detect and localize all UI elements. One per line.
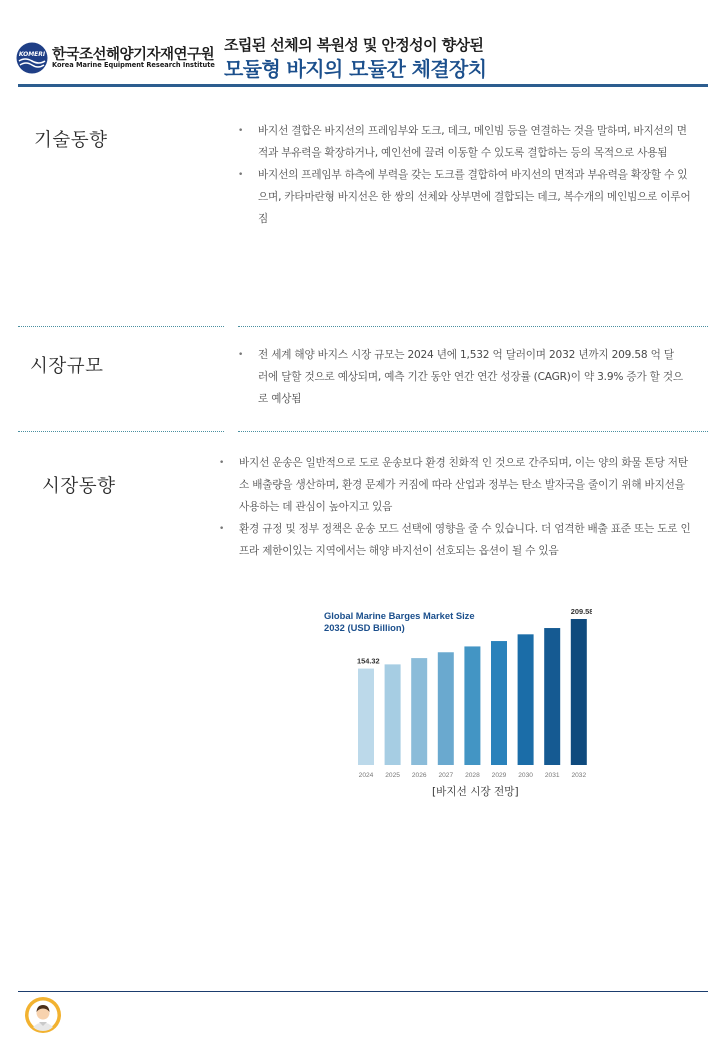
- list-item: • 환경 규정 및 정부 정책은 운송 모드 선택에 영향을 줄 수 있습니다. 더 엄격한 배출 표준 또는 도로 인프라 제한이있는 지역에서는 해양 바지선이 선호되는 옵션이 될 수 있음: [219, 518, 694, 562]
- chart-bar: [438, 652, 454, 765]
- section-title-tech-trend: 기술동향: [34, 130, 108, 151]
- x-tick-label: 2026: [411, 772, 427, 779]
- list-item: • 바지선 결합은 바지선의 프레임부와 도크, 데크, 메인빔 등을 연결하는 것을 말하며, 바지선의 면적과 부유력을 확장하거나, 예인선에 끌려 이동할 수 있도록 결합하는 등의 목적으로 사용됨: [238, 120, 693, 164]
- logo-mark-text: KOMERI: [18, 51, 46, 58]
- section-divider: [238, 431, 708, 432]
- organization-name-english: Korea Marine Equipment Research Institute: [52, 61, 215, 69]
- footer-rule: [18, 991, 708, 992]
- chart-bar: [544, 628, 560, 765]
- list-item: • 전 세계 해양 바지스 시장 규모는 2024 년에 1,532 억 달러이며 2032 년까지 209.58 억 달러에 달할 것으로 예상되며, 예측 기간 동안 연간 연간 성장률 (CAGR)이 약 3.9% 증가 할 것으로 예상됨: [238, 344, 683, 410]
- x-tick-label: 2024: [358, 772, 374, 779]
- chart-canvas: [322, 600, 592, 800]
- organization-logo-icon: [16, 42, 48, 74]
- section-divider: [18, 431, 224, 432]
- x-tick-label: 2031: [544, 772, 560, 779]
- data-label: 209.58: [570, 607, 592, 616]
- market-size-bar-chart: [322, 600, 592, 800]
- chart-title-line-2: 2032 (USD Billion): [324, 622, 405, 633]
- page-subtitle: 조립된 선체의 복원성 및 안정성이 향상된: [224, 36, 484, 54]
- chart-bar: [358, 669, 374, 765]
- x-tick-label: 2029: [491, 772, 507, 779]
- x-tick-label: 2028: [465, 772, 480, 779]
- list-item: • 바지선의 프레임부 하측에 부력을 갖는 도크를 결합하여 바지선의 면적과 부유력을 확장할 수 있으며, 카타마란형 바지선은 한 쌍의 선체와 상부면에 결합되는 데크, 복수개의 메인빔으로 이루어짐: [238, 164, 693, 230]
- organization-name-korean: 한국조선해양기자재연구원: [52, 47, 215, 63]
- chart-title-line-1: Global Marine Barges Market Size: [324, 610, 475, 621]
- market-trend-bullets: [219, 452, 694, 562]
- x-tick-label: 2025: [385, 772, 400, 779]
- chart-bar: [464, 646, 480, 765]
- chart-caption: [바지선 시장 전망]: [432, 786, 519, 798]
- section-title-market-size: 시장규모: [30, 356, 104, 377]
- person-avatar-icon: [24, 996, 62, 1034]
- list-item: • 바지선 운송은 일반적으로 도로 운송보다 환경 친화적 인 것으로 간주되며, 이는 양의 화물 톤당 저탄소 배출량을 생산하며, 환경 문제가 커짐에 따라 산업과 정부는 탄소 발자국을 줄이기 위해 바지선을 사용하는 데 관심이 높아지고 있음: [219, 452, 694, 518]
- chart-bar: [491, 641, 507, 765]
- x-tick-label: 2030: [518, 772, 533, 779]
- x-tick-label: 2032: [571, 772, 587, 779]
- x-tick-label: 2027: [438, 772, 454, 779]
- section-divider: [18, 326, 224, 327]
- header-rule: [18, 84, 708, 87]
- chart-bar: [571, 619, 587, 765]
- market-size-bullets: [238, 344, 683, 410]
- tech-trend-bullets: [238, 120, 693, 230]
- data-label: 154.32: [357, 656, 380, 666]
- page-title: 모듈형 바지의 모듈간 체결장치: [224, 57, 487, 81]
- chart-bar: [385, 664, 401, 765]
- chart-bar: [411, 658, 427, 765]
- section-title-market-trend: 시장동향: [42, 476, 116, 497]
- section-divider: [238, 326, 708, 327]
- chart-bar: [518, 634, 534, 765]
